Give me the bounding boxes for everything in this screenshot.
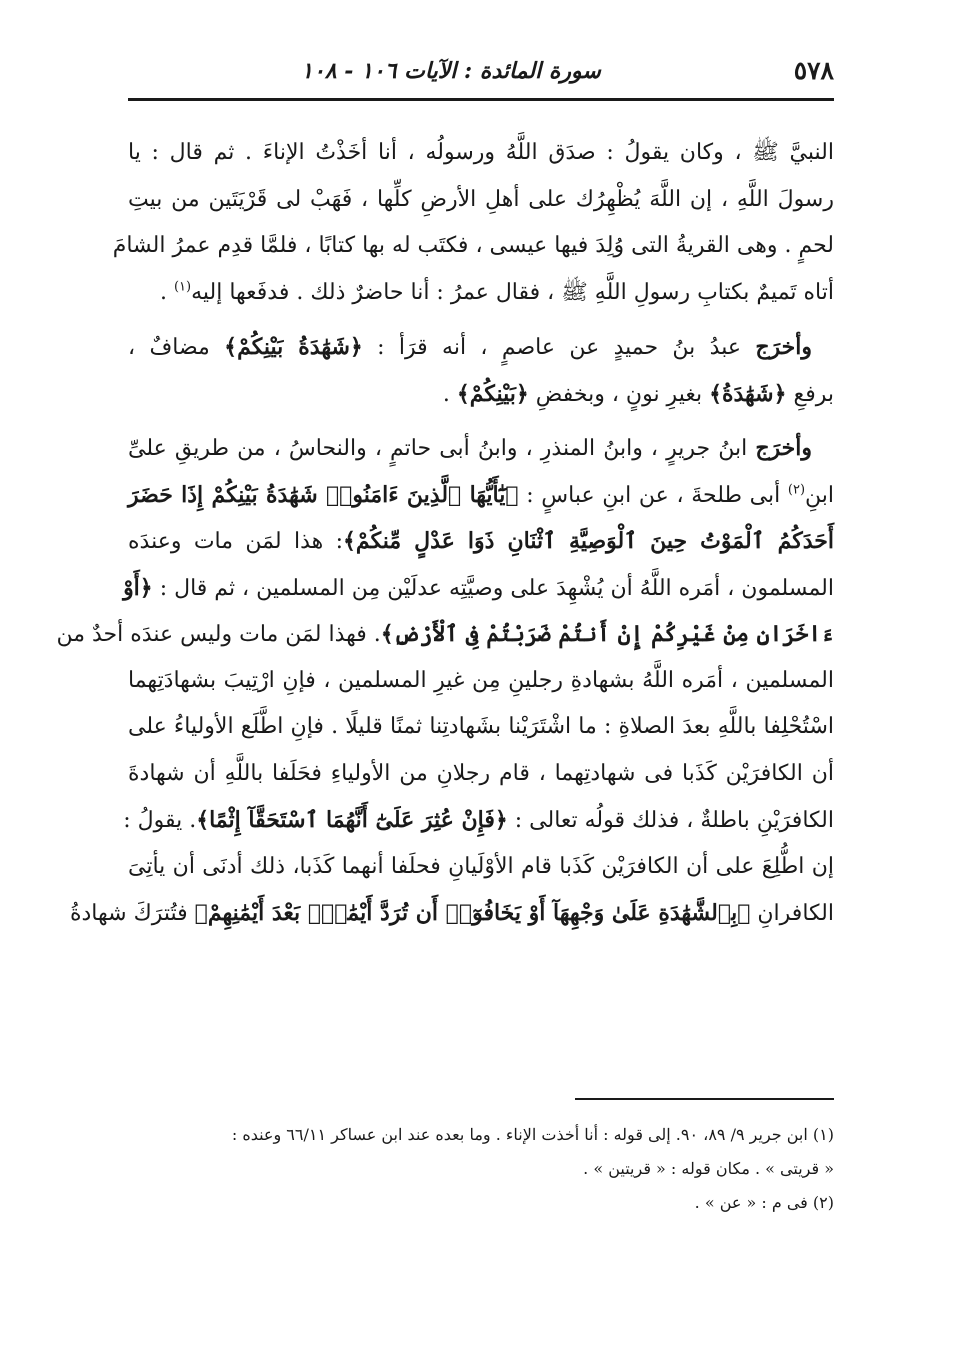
text-segment: . xyxy=(159,279,174,305)
quran-verse: ﴿فَإِنْ عُثِرَ عَلَىٰٓ أَنَّهُمَا ٱسْتَحَقَّآ إِثْمًا﴾ xyxy=(196,807,508,833)
text-line xyxy=(128,518,834,565)
footnote-2: (٢) فى م : « عن » . xyxy=(694,1193,834,1212)
text-line: اسْتُحْلِفا باللَّهِ بعدَ الصلاةِ : ما اشْتَرَيْنا بشَهادتِنا ثمنًا قليلًا . فإنِ اطَّلَع الأولياءُ على xyxy=(128,714,834,739)
text-line xyxy=(128,425,834,472)
quran-verse: ﴿يَٰٓأَيُّهَا ٱلَّذِينَ ءَامَنُوا۟ شَهَٰدَةُ بَيْنِكُمْ إِذَا حَضَرَ xyxy=(128,481,519,508)
text-segment: أبى طلحةَ ، عن ابنِ عباسٍ : xyxy=(518,482,788,508)
text-segment: : هذا لمَن مات وعندَه xyxy=(128,529,344,554)
page-number: ٥٧٨ xyxy=(793,56,834,85)
quran-verse: ﴿بَيْنِكُمْ﴾ xyxy=(456,380,529,407)
quran-verse: ﴿بِٱلشَّهَٰدَةِ عَلَىٰ وَجْهِهَآ أَوْ يَخَافُوٓا۟ أَن تُرَدَّ أَيْمَٰنٌۢ بَعْدَ أَيْمَٰنِهِمْ﴾ xyxy=(194,900,751,926)
quran-verse: ءَاخَرَانِ مِنْ غَيْرِكُمْ إِنْ أَنتُمْ ضَرَبْتُمْ فِى ٱلْأَرْضِ﴾ xyxy=(380,621,834,647)
text-line xyxy=(128,270,834,317)
text-segment: أتاه تَميمٌ بكتابِ رسولِ اللَّهِ ﷺ ، فقال عمرُ : أنا حاضرٌ ذلك . فدفَعها إليه xyxy=(191,279,834,305)
running-title: سورة المائدة : الآيات ١٠٦ - ١٠٨ xyxy=(301,58,601,84)
quran-verse: ﴿أَوْ xyxy=(123,574,153,601)
text-segment: المسلمون ، أمَره اللَّهُ أن يُشْهِدَ على وصيَّتِه عدلَيْن مِن المسلمين ، ثم قال : xyxy=(152,575,834,601)
text-line xyxy=(128,371,834,418)
footnote-rule xyxy=(575,1098,834,1100)
paragraph-3 xyxy=(56,425,834,937)
text-segment: . xyxy=(442,381,457,407)
text-line xyxy=(69,890,834,937)
text-line: المسلمين ، أمَره اللَّهُ بشهادةِ رجلينِ مِن غيرِ المسلمين ، فإنِ ارْتِيبَ بشهادَتِهما xyxy=(128,667,834,693)
text-line xyxy=(128,472,834,519)
main-text xyxy=(56,130,834,937)
text-line xyxy=(128,324,834,371)
page-header xyxy=(128,52,834,92)
text-segment: الكافرانِ xyxy=(750,901,834,926)
text-segment: عبدُ بنُ حميدٍ عن عاصمٍ ، أنه قرَأ : xyxy=(362,335,756,360)
lead-word: وأخرَج xyxy=(755,435,812,461)
text-segment: ابنُ جريرٍ ، وابنُ المنذرِ ، وابنُ أبى حاتمٍ ، والنحاسُ ، من طريقِ علىِّ xyxy=(128,436,756,461)
lead-word: وأخرَج xyxy=(755,334,812,360)
text-line: إن اطُّلِعَ على أن الكافرَيْن كَذَبا قام الأوْلَيانِ فحلَفا أنهما كَذَبا، ذلك أدنَى أن يأتِىَ xyxy=(128,853,834,879)
header-rule xyxy=(128,98,834,101)
text-segment: ابنِ xyxy=(805,482,834,508)
footnote-1-line-2: « قريتى » . مكان قوله : « قريتين » . xyxy=(583,1159,834,1178)
paragraph-2 xyxy=(128,324,834,417)
text-line: النبيَّ ﷺ ، وكان يقولُ : صدَق اللَّهُ ورسولُه ، أنا أخَذْتُ الإناءَ . ثم قال : يا xyxy=(128,140,834,165)
text-segment: الكافرَيْنِ باطلةٌ ، فذلك قولُه تعالى : xyxy=(507,808,834,833)
text-line xyxy=(123,797,834,844)
text-line: لحمٍ . وهى القريةُ التى وُلِدَ فيها عيسى ، فكتَب له بها كتابًا ، فلمَّا قدِم عمرُ الشامَ xyxy=(112,233,834,258)
paragraph-1 xyxy=(112,130,834,316)
footnotes xyxy=(128,1118,834,1220)
quran-verse: ﴿شَهَٰدَةُ﴾ xyxy=(709,380,787,407)
quran-verse: أَحَدَكُمُ ٱلْمَوْتُ حِينَ ٱلْوَصِيَّةِ ٱثْنَانِ ذَوَا عَدْلٍ مِّنكُمْ﴾ xyxy=(343,528,834,554)
text-segment: مضافٌ ، xyxy=(128,335,225,360)
quran-verse: ﴿شَهَٰدَةُ بَيْنِكُمْ﴾ xyxy=(224,334,363,360)
text-segment: بغيرِ نونٍ ، وبخفضِ xyxy=(528,381,710,407)
text-line xyxy=(56,611,834,658)
footnote-ref-2[interactable]: (٢) xyxy=(787,482,806,498)
text-line: رسولَ اللَّهِ ، إن اللَّهَ يُظْهِرُك على أهلِ الأرضِ كلِّها ، فَهَبْ لى قَرْيَتَين من بيتِ xyxy=(128,186,834,212)
footnote-ref-1[interactable]: (١) xyxy=(173,279,192,295)
text-segment: . يقولُ : xyxy=(123,808,197,833)
text-segment: . فهذا لمَن مات وليس عندَه أحدٌ من xyxy=(56,622,381,647)
text-segment: برفعِ xyxy=(786,381,834,407)
text-line: أن الكافرَيْن كَذَبا فى شهادتِهما ، قام رجلانِ من الأولياءِ فحَلَفا باللَّهِ أن شهادةَ xyxy=(128,760,834,786)
text-line xyxy=(123,565,834,612)
footnote-1-line-1: (١) ابن جرير ٩/ ٨٩، ٩٠. إلى قوله : أنا أخذت الإناء . وما بعده عند ابن عساكر ٦٦/١١ وعنده : xyxy=(231,1125,834,1144)
text-segment: فتُترَكَ شهادةُ xyxy=(69,901,195,926)
